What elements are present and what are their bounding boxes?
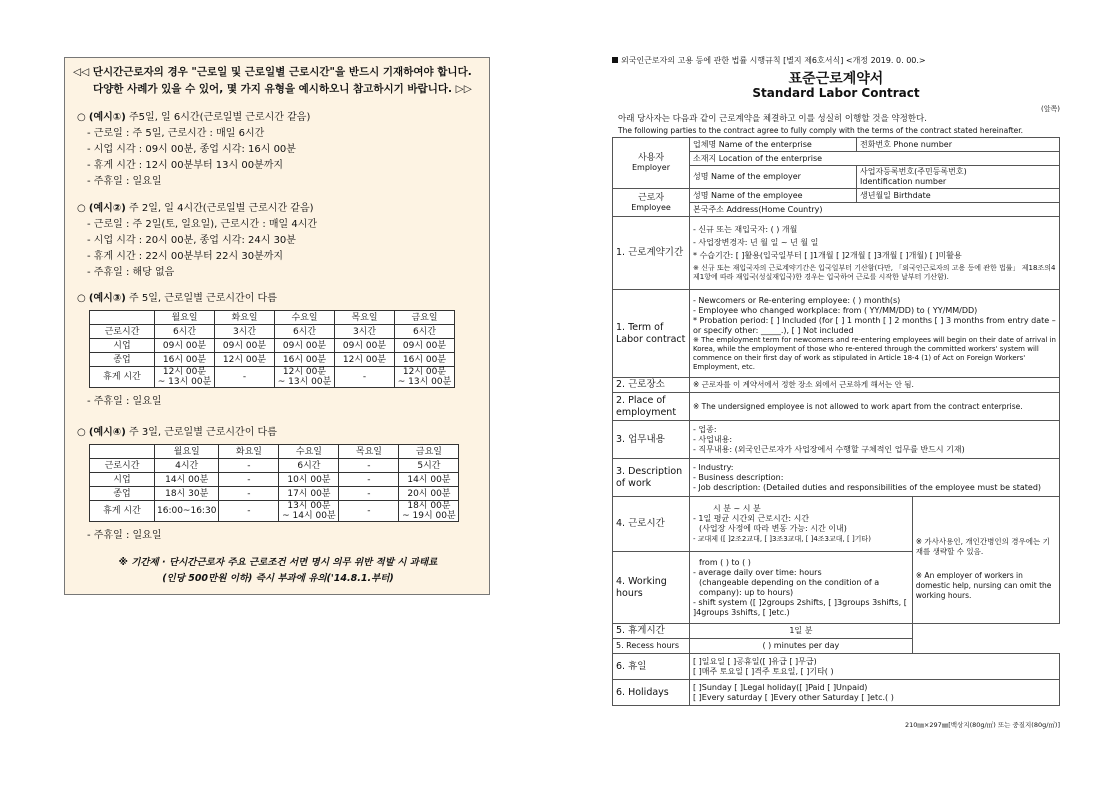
table-cell: 4시간 xyxy=(155,459,219,473)
term-ko-content xyxy=(690,217,1060,290)
example-1-title-bold: (예시①) xyxy=(88,112,126,123)
employee-name-field[interactable]: 성명 Name of the employee xyxy=(690,189,857,203)
hours-en-line: from ( ) to ( ) xyxy=(699,557,751,567)
example-2-item: - 시업 시각 : 20시 00분, 종업 시각: 24시 30분 xyxy=(87,235,296,246)
row-label: 종업 xyxy=(90,353,155,367)
recess-ko-text: 1일 분 xyxy=(690,624,913,639)
holiday-label-en: 6. Holidays xyxy=(613,680,690,706)
contract-title-ko: 표준근로계약서 xyxy=(788,71,884,87)
table-row xyxy=(90,473,459,487)
row-label: 휴게 시간 xyxy=(90,501,155,522)
term-label-ko: 1. 근로계약기간 xyxy=(613,217,690,290)
recess-label-ko: 5. 휴게시간 xyxy=(613,624,690,639)
day-header: 목요일 xyxy=(339,445,399,459)
day-header: 목요일 xyxy=(335,311,395,325)
work-en-content xyxy=(690,459,1060,497)
hours-en-line: - shift system ([ ]2groups 2shifts, [ ]3groups 3shifts, [ ]4groups 3shifts, [ ]etc.) xyxy=(693,597,907,617)
example-1-item: - 시업 시각 : 09시 00분, 종업 시각: 16시 00분 xyxy=(87,144,296,155)
row-label: 근로시간 xyxy=(90,325,155,339)
term-en-line: - Newcomers or Re-entering employee: ( ) month(s) xyxy=(693,295,901,305)
hours-ko-line: - 1일 평균 시간외 근로시간: 시간 xyxy=(693,514,810,523)
table-cell: 09시 00분 xyxy=(215,339,275,353)
place-en-text: ※ The undersigned employee is not allowed to work apart from the contract enterprise. xyxy=(690,393,1060,421)
table-row xyxy=(90,367,455,388)
intro-ko: 아래 당사자는 다음과 같이 근로계약을 체결하고 이를 성실히 이행할 것을 약정한다. xyxy=(618,114,927,124)
work-en-line: - Industry: xyxy=(693,462,734,472)
example-2-item: - 주휴일 : 해당 없음 xyxy=(87,267,175,278)
table-cell: 14시 00분 xyxy=(155,473,219,487)
work-ko-content xyxy=(690,421,1060,459)
table-cell: 09시 00분 xyxy=(395,339,455,353)
employee-label-ko: 근로자 xyxy=(637,192,665,203)
place-label-ko: 2. 근로장소 xyxy=(613,378,690,393)
penalty-warning-line1: ※ 기간제 · 단시간근로자 주요 근로조건 서면 명시 의무 위반 적발 시 과태료 xyxy=(118,557,438,568)
table-cell: 3시간 xyxy=(215,325,275,339)
table-cell: 13시 00분 ~ 14시 00분 xyxy=(279,501,339,522)
row-label: 시업 xyxy=(90,473,155,487)
term-en-note: ※ The employment term for newcomers and re-entering employees will begin on their date of arrival in Korea, while the employment of those who re-entered through the committed workers' system will commence on their first day of work as stipulated in Article 18-4 (1) of Act on Foreign Workers' Employment, etc. xyxy=(693,335,1056,371)
example-1-item: - 근로일 : 주 5일, 근로시간 : 매일 6시간 xyxy=(87,128,265,139)
work-ko-line: - 사업내용: xyxy=(693,434,733,444)
day-header: 금요일 xyxy=(395,311,455,325)
biz-reg-label-en: Identification number xyxy=(860,177,947,186)
table-cell: 12시 00분 ~ 13시 00분 xyxy=(395,367,455,388)
example-3-title: ○ (예시③) 주 5일, 근로일별 근로시간이 다름 xyxy=(77,293,277,304)
example-3-title-text: 주 5일, 근로일별 근로시간이 다름 xyxy=(125,293,277,304)
table-cell: - xyxy=(219,501,279,522)
table-cell: 16:00~16:30 xyxy=(155,501,219,522)
table-row xyxy=(90,339,455,353)
contract-intro xyxy=(618,114,1023,136)
hours-ko-line: (사업장 사정에 따라 변동 가능: 시간 이내) xyxy=(699,524,847,533)
employer-name-field[interactable]: 성명 Name of the employer xyxy=(690,166,857,189)
example-2-item: - 휴게 시간 : 22시 00분부터 22시 30분까지 xyxy=(87,251,284,262)
work-en-line: - Business description: xyxy=(693,472,784,482)
standard-labor-contract xyxy=(612,52,1060,732)
holiday-ko-line: [ ]매주 토요일 [ ]격주 토요일, [ ]기타( ) xyxy=(693,666,834,676)
day-header: 월요일 xyxy=(155,445,219,459)
table-cell: - xyxy=(339,473,399,487)
term-ko-line: * 수습기간: [ ]활용(입국일부터 [ ]1개월 [ ]2개월 [ ]3개월 [ ]개월) [ ]미활용 xyxy=(693,250,962,260)
example-2-title-bold: (예시②) xyxy=(88,203,126,214)
square-bullet-icon xyxy=(612,57,618,63)
work-label-ko: 3. 업무내용 xyxy=(613,421,690,459)
row-label: 휴게 시간 xyxy=(90,367,155,388)
holiday-en-line: [ ]Sunday [ ]Legal holiday([ ]Paid [ ]Unpaid) xyxy=(693,682,868,692)
term-label-en: 1. Term of Labor contract xyxy=(613,290,690,378)
example-4-holiday: - 주휴일 : 일요일 xyxy=(87,530,162,541)
note-header xyxy=(73,64,485,98)
term-en-content xyxy=(690,290,1060,378)
employer-label xyxy=(613,138,690,189)
paper-spec-footer: 210㎜×297㎜[백상지(80g/㎡) 또는 중질지(80g/㎡)] xyxy=(904,721,1060,729)
hours-en-line: - average daily over time: hours xyxy=(693,567,822,577)
birthdate-field[interactable]: 생년월일 Birthdate xyxy=(857,189,1060,203)
hours-ko-content xyxy=(690,497,913,552)
example-1-item: - 주휴일 : 일요일 xyxy=(87,176,162,187)
day-header: 화요일 xyxy=(219,445,279,459)
day-header: 금요일 xyxy=(399,445,459,459)
table-cell: 09시 00분 xyxy=(275,339,335,353)
table-cell: 6시간 xyxy=(155,325,215,339)
hours-label-ko: 4. 근로시간 xyxy=(613,497,690,552)
form-reference-text: 외국인근로자의 고용 등에 관한 법률 시행규칙 [별지 제6호서식] <개정 2019. 0. 00.> xyxy=(621,56,926,65)
table-cell: 12시 00분 xyxy=(215,353,275,367)
part-time-note-box xyxy=(64,57,490,595)
table-cell: - xyxy=(219,487,279,501)
holiday-label-ko: 6. 휴일 xyxy=(613,654,690,680)
term-en-line: * Probation period: [ ] Included (for [ ] 1 month [ ] 2 months [ ] 3 months from entry date – or specify other: _____.), [ ] Not included xyxy=(693,315,1056,335)
location-field[interactable]: 소재지 Location of the enterprise xyxy=(690,152,1060,166)
note-header-line2: 다양한 사례가 있을 수 있어, 몇 가지 유형을 예시하오니 참고하시기 바랍니다. ▷▷ xyxy=(93,83,472,95)
work-ko-line: - 업종: xyxy=(693,424,717,434)
table-cell: - xyxy=(339,501,399,522)
row-label: 종업 xyxy=(90,487,155,501)
example-2-title: 주 2일, 일 4시간(근로일별 근로시간 같음) xyxy=(125,203,314,214)
work-label-en: 3. Description of work xyxy=(613,459,690,497)
day-header: 화요일 xyxy=(215,311,275,325)
employee-label-en: Employee xyxy=(631,202,671,212)
enterprise-name-field[interactable]: 업체명 Name of the enterprise xyxy=(690,138,857,152)
row-label: 근로시간 xyxy=(90,459,155,473)
front-page-mark: (앞쪽) xyxy=(1041,105,1060,113)
table-cell: 18시 30분 xyxy=(155,487,219,501)
example-1-title: 주5일, 일 6시간(근로일별 근로시간 같음) xyxy=(125,112,311,123)
table-cell: 20시 00분 xyxy=(399,487,459,501)
table-cell: 12시 00분 xyxy=(335,353,395,367)
holiday-ko-line: [ ]일요일 [ ]공휴일([ ]유급 [ ]무급) xyxy=(693,656,817,666)
table-cell: 18시 00분 ~ 19시 00분 xyxy=(399,501,459,522)
row-label: 시업 xyxy=(90,339,155,353)
day-header: 수요일 xyxy=(279,445,339,459)
intro-en: The following parties to the contract agree to fully comply with the terms of the contract stated hereinafter. xyxy=(618,126,1024,135)
place-ko-text: ※ 근로자를 이 계약서에서 정한 장소 외에서 근로하게 해서는 안 됨. xyxy=(690,378,1060,393)
table-cell: 10시 00분 xyxy=(279,473,339,487)
table-cell: 09시 00분 xyxy=(155,339,215,353)
employer-label-en: Employer xyxy=(632,163,670,172)
table-cell: 09시 00분 xyxy=(335,339,395,353)
work-en-line: - Job description: (Detailed duties and responsibilities of the employee must be stated) xyxy=(693,482,1042,492)
table-cell: - xyxy=(219,459,279,473)
table-cell: - xyxy=(215,367,275,388)
term-ko-line: - 신규 또는 재입국자: ( ) 개월 xyxy=(693,224,798,234)
example-4-title: ○ (예시④) 주 3일, 근로일별 근로시간이 다름 xyxy=(77,427,277,438)
table-cell: - xyxy=(219,473,279,487)
table-cell: 16시 00분 xyxy=(275,353,335,367)
holiday-en-content xyxy=(690,680,1060,706)
phone-field[interactable]: 전화번호 Phone number xyxy=(857,138,1060,152)
table-row xyxy=(90,459,459,473)
table-cell: 14시 00분 xyxy=(399,473,459,487)
example-3-holiday: - 주휴일 : 일요일 xyxy=(87,396,162,407)
table-cell: 5시간 xyxy=(399,459,459,473)
employer-label-ko: 사용자 xyxy=(637,153,665,163)
recess-label-en: 5. Recess hours xyxy=(613,639,690,654)
place-label-en: 2. Place of employment xyxy=(613,393,690,421)
example-4-title-bold: (예시④) xyxy=(88,427,126,438)
hours-en-line: (changeable depending on the condition of a company): up to hours) xyxy=(699,577,880,597)
example-4-table xyxy=(89,444,459,522)
contract-table xyxy=(612,137,1060,706)
penalty-warning-line2: (인당 500만원 이하) 즉시 부과에 유의('14.8.1.부터) xyxy=(162,573,394,584)
table-row xyxy=(90,353,455,367)
example-1-item: - 휴게 시간 : 12시 00분부터 13시 00분까지 xyxy=(87,160,284,171)
hours-ko-line: 시 분 ~ 시 분 xyxy=(713,504,761,513)
term-ko-line: - 사업장변경자: 년 월 일 ~ 년 월 일 xyxy=(693,237,819,247)
table-cell: 17시 00분 xyxy=(279,487,339,501)
form-reference xyxy=(612,55,926,66)
holiday-en-line: [ ]Every saturday [ ]Every other Saturday [ ]etc.( ) xyxy=(693,692,894,702)
term-ko-note: ※ 신규 또는 재입국자의 근로계약기간은 입국일부터 기산함(다만, 「외국인근로자의 고용 등에 관한 법률」 제18조의4제1항에 따라 재입국(성실재입국)한 경우는 입국하여 근로를 시작한 날부터 기산함). xyxy=(693,263,1056,281)
penalty-warning xyxy=(77,555,479,587)
table-cell: 3시간 xyxy=(335,325,395,339)
hours-note-ko: ※ 가사사용인, 개인간병인의 경우에는 기재를 생략할 수 있음. xyxy=(915,537,1050,556)
address-field[interactable]: 본국주소 Address(Home Country) xyxy=(690,203,1060,217)
hours-note xyxy=(912,497,1059,624)
id-number-field[interactable] xyxy=(857,166,1060,189)
note-header-line1: ◁◁ 단시간근로자의 경우 "근로일 및 근로일별 근로시간"을 반드시 기재하여야 합니다. xyxy=(73,66,472,78)
table-cell: 16시 00분 xyxy=(395,353,455,367)
table-cell: 12시 00분 ~ 13시 00분 xyxy=(275,367,335,388)
table-cell: - xyxy=(339,487,399,501)
hours-ko-line: - 교대제 ([ ]2조2교대, [ ]3조3교대, [ ]4조3교대, [ ]기타) xyxy=(693,535,871,543)
example-1: ○ (예시①) 주5일, 일 6시간(근로일별 근로시간 같음) - 근로일 : 주 5일, 근로시간 : 매일 6시간 - 시업 시각 : 09시 00분, 종업 시각: 16시 00분 - 휴게 시간 : 12시 00분부터 13시 00분까지 - 주휴일 : 일요일 xyxy=(77,110,310,190)
day-header: 월요일 xyxy=(155,311,215,325)
table-cell: 6시간 xyxy=(395,325,455,339)
table-row xyxy=(90,487,459,501)
contract-title-en: Standard Labor Contract xyxy=(752,86,920,100)
example-2: ○ (예시②) 주 2일, 일 4시간(근로일별 근로시간 같음) - 근로일 : 주 2일(토, 일요일), 근로시간 : 매일 4시간 - 시업 시각 : 20시 00분, 종업 시각: 24시 30분 - 휴게 시간 : 22시 00분부터 22시 30분까지 - 주휴일 : 해당 없음 xyxy=(77,201,317,281)
example-3-title-bold: (예시③) xyxy=(88,293,126,304)
table-cell: 16시 00분 xyxy=(155,353,215,367)
table-cell: - xyxy=(335,367,395,388)
term-en-line: - Employee who changed workplace: from ( YY/MM/DD) to ( YY/MM/DD) xyxy=(693,305,978,315)
table-cell: 6시간 xyxy=(275,325,335,339)
table-row xyxy=(90,501,459,522)
hours-note-en: ※ An employer of workers in domestic help, nursing can omit the working hours. xyxy=(915,571,1052,600)
table-row xyxy=(90,325,455,339)
example-4-title-text: 주 3일, 근로일별 근로시간이 다름 xyxy=(125,427,277,438)
holiday-ko-content xyxy=(690,654,1060,680)
example-2-item: - 근로일 : 주 2일(토, 일요일), 근로시간 : 매일 4시간 xyxy=(87,219,318,230)
work-ko-line: - 직무내용: (외국인근로자가 사업장에서 수행할 구체적인 업무를 반드시 기재) xyxy=(693,444,965,454)
biz-reg-label: 사업자등록번호(주민등록번호) xyxy=(860,167,967,176)
example-3-table xyxy=(89,310,455,388)
hours-label-en: 4. Working hours xyxy=(613,552,690,624)
table-cell: - xyxy=(339,459,399,473)
hours-en-content xyxy=(690,552,913,624)
table-cell: 12시 00분 ~ 13시 00분 xyxy=(155,367,215,388)
recess-en-text: ( ) minutes per day xyxy=(690,639,913,654)
day-header: 수요일 xyxy=(275,311,335,325)
table-cell: 6시간 xyxy=(279,459,339,473)
employee-label xyxy=(613,189,690,217)
